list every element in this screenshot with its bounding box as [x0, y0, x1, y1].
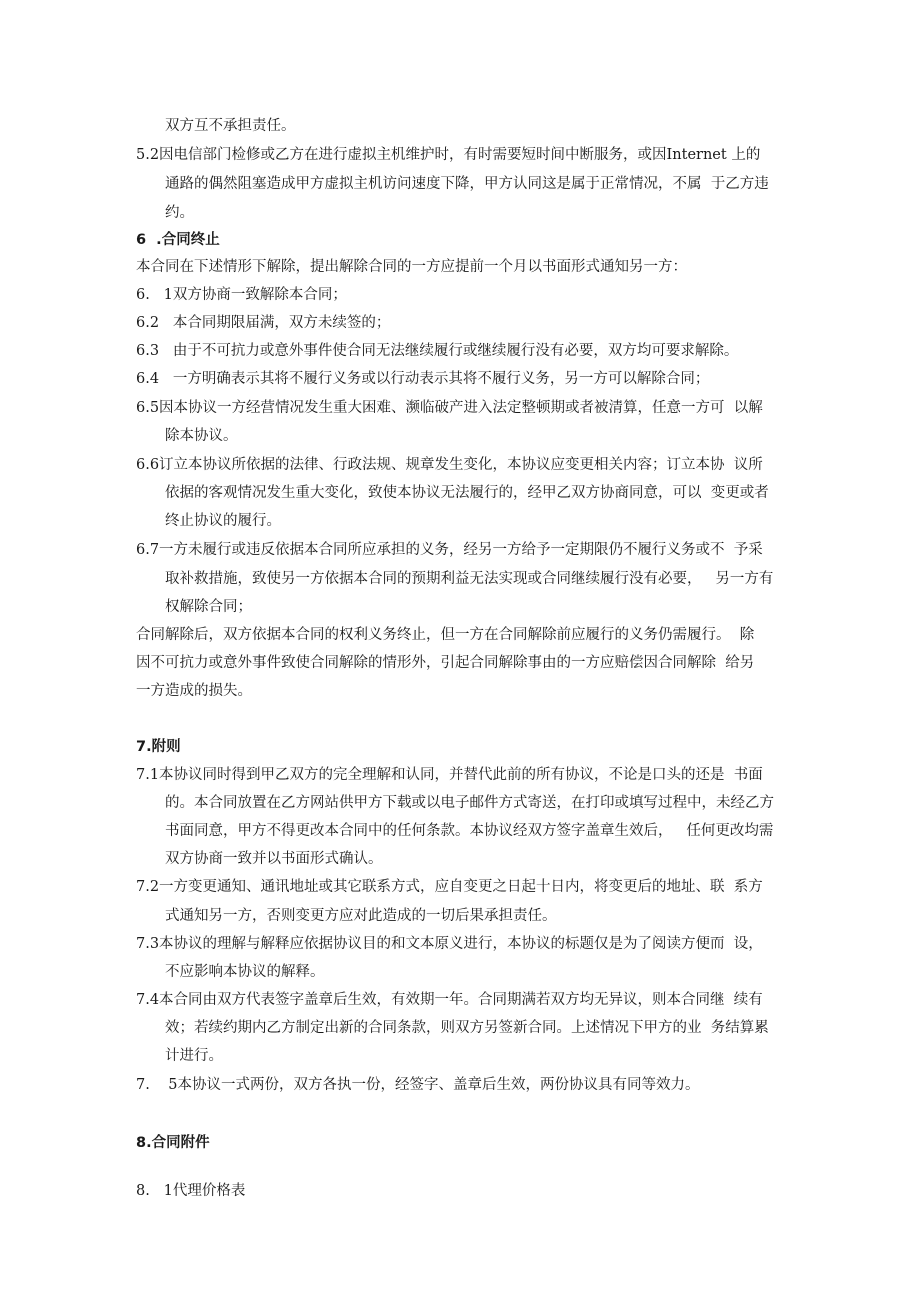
clause-7-1-line1: 7.1本协议同时得到甲乙双方的完全理解和认同，并替代此前的所有协议，不论是口头的还是 书面: [136, 767, 763, 783]
section-6-heading: 6 .合同终止: [136, 232, 220, 248]
section-7-heading: 7.附则: [136, 739, 181, 755]
clause-6-5-line2: 除本协议。: [165, 428, 238, 444]
clause-6-1: 6. 1双方协商一致解除本合同；: [136, 287, 347, 303]
clause-7-5: 7. 5本协议一式两份，双方各执一份，经签字、盖章后生效，两份协议具有同等效力。: [136, 1077, 700, 1093]
clause-6-7-line1: 6.7一方未履行或违反依据本合同所应承担的义务，经另一方给予一定期限仍不履行义务或不 予采: [136, 542, 763, 558]
clause-7-2-line2: 式通知另一方，否则变更方应对此造成的一切后果承担责任。: [165, 908, 557, 924]
clause-5-1-tail: 双方互不承担责任。: [165, 118, 296, 134]
clause-6-6-line1: 6.6订立本协议所依据的法律、行政法规、规章发生变化，本协议应变更相关内容；订立本协 议所: [136, 457, 763, 473]
section-8-heading: 8.合同附件: [136, 1135, 210, 1151]
clause-7-4-line3: 计进行。: [165, 1048, 223, 1064]
clause-5-2-line1: 5.2因电信部门检修或乙方在进行虚拟主机维护时，有时需要短时间中断服务，或因Internet 上的: [136, 147, 761, 163]
clause-7-4-line1: 7.4本合同由双方代表签字盖章后生效，有效期一年。合同期满若双方均无异议，则本合同继 续有: [136, 992, 763, 1008]
clause-7-3-line2: 不应影响本协议的解释。: [165, 964, 325, 980]
clause-5-2-line2: 通路的偶然阻塞造成甲方虚拟主机访问速度下降，甲方认同这是属于正常情况，不属 于乙方违: [165, 176, 769, 192]
clause-7-1-line4: 双方协商一致并以书面形式确认。: [165, 851, 383, 867]
clause-6-6-line3: 终止协议的履行。: [165, 513, 281, 529]
clause-7-3-line1: 7.3本协议的理解与解释应依据协议目的和文本原义进行，本协议的标题仅是为了阅读方便而 设，: [136, 936, 763, 952]
clause-6-7-line2: 取补救措施，致使另一方依据本合同的预期利益无法实现或合同继续履行没有必要， 另一方有: [165, 571, 774, 587]
clause-6-2: 6.2 本合同期限届满，双方未续签的；: [136, 315, 391, 331]
clause-7-1-line2: 的。本合同放置在乙方网站供甲方下载或以电子邮件方式寄送，在打印或填写过程中，未经乙方: [165, 795, 774, 811]
clause-7-4-line2: 效；若续约期内乙方制定出新的合同条款，则双方另签新合同。上述情况下甲方的业 务结算累: [165, 1020, 769, 1036]
clause-7-1-line3: 书面同意，甲方不得更改本合同中的任何条款。本协议经双方签字盖章生效后， 任何更改均需: [165, 823, 774, 839]
clause-5-2-line3: 约。: [165, 205, 194, 221]
clause-6-4: 6.4 一方明确表示其将不履行义务或以行动表示其将不履行义务，另一方可以解除合同；: [136, 371, 710, 387]
clause-6-5-line1: 6.5因本协议一方经营情况发生重大困难、濒临破产进入法定整顿期或者被清算，任意一方可 以解: [136, 400, 763, 416]
clause-6-6-line2: 依据的客观情况发生重大变化，致使本协议无法履行的，经甲乙双方协商同意，可以 变更或者: [165, 485, 769, 501]
termination-note-line2: 因不可抗力或意外事件致使合同解除的情形外，引起合同解除事由的一方应赔偿因合同解除 给另: [136, 655, 755, 671]
termination-note-line1: 合同解除后，双方依据本合同的权利义务终止，但一方在合同解除前应履行的义务仍需履行。 除: [136, 627, 755, 643]
clause-6-7-line3: 权解除合同；: [165, 599, 252, 615]
clause-7-2-line1: 7.2一方变更通知、通讯地址或其它联系方式，应自变更之日起十日内，将变更后的地址、联 系方: [136, 879, 763, 895]
section-6-intro: 本合同在下述情形下解除，提出解除合同的一方应提前一个月以书面形式通知另一方：: [136, 259, 687, 275]
clause-6-3: 6.3 由于不可抗力或意外事件使合同无法继续履行或继续履行没有必要，双方均可要求解除。: [136, 343, 739, 359]
clause-8-1: 8. 1代理价格表: [136, 1183, 246, 1199]
termination-note-line3: 一方造成的损失。: [136, 683, 252, 699]
